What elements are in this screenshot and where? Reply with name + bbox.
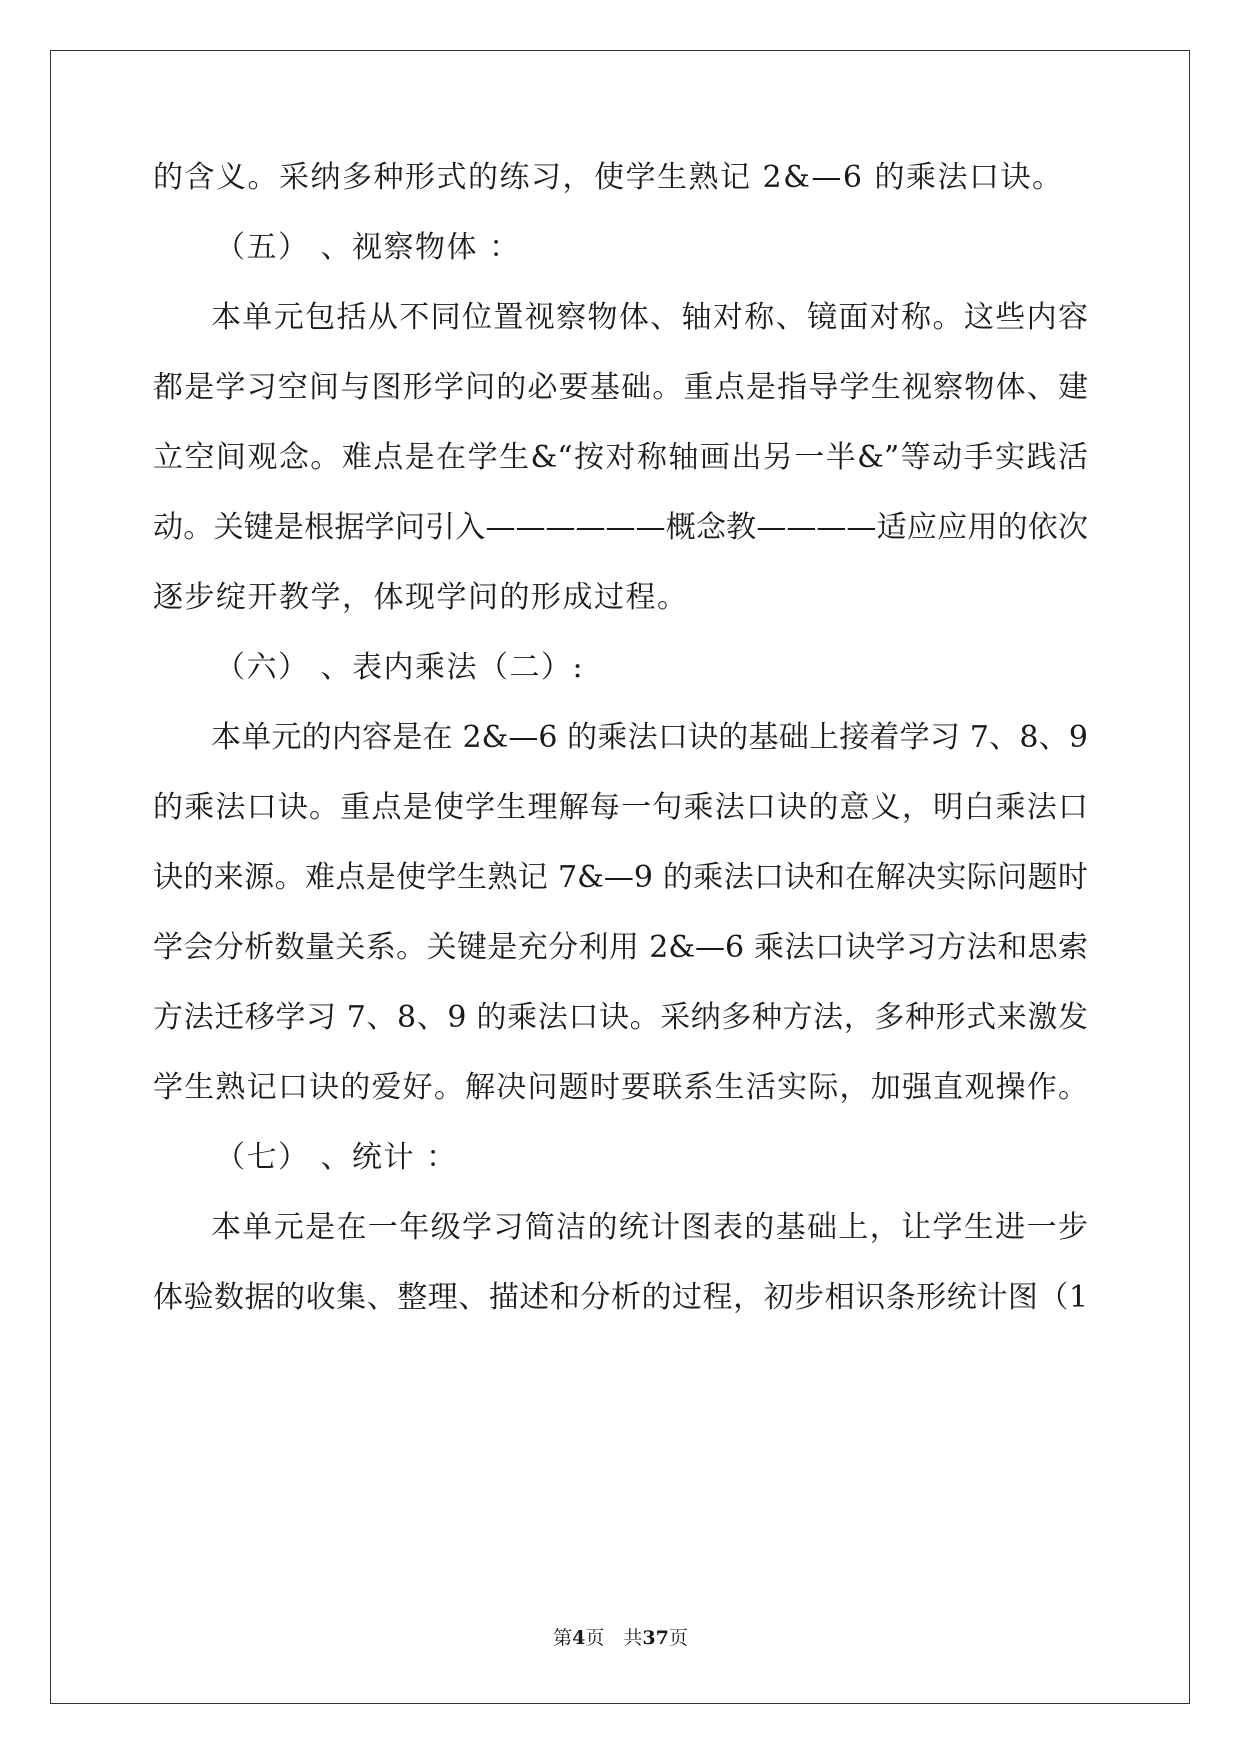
total-page-count: 37 (642, 1627, 669, 1649)
text-line: 方法迁移学习 7、8、9 的乘法口诀。采纳多种方法，多种形式来激发 (153, 1000, 1088, 1035)
text-line: 学会分析数量关系。关键是充分利用 2&—6 乘法口诀学习方法和思索 (153, 930, 1088, 965)
text-line: 的含义。采纳多种形式的练习，使学生熟记 2&—6 的乘法口诀。 (153, 160, 1064, 195)
section-heading-7: （七） 、统计 ： (215, 1140, 458, 1175)
current-page-number: 4 (572, 1627, 586, 1649)
footer-prefix: 第 (553, 1627, 573, 1649)
text-line: 动。关键是根据学问引入——————概念教————适应应用的依次 (153, 510, 1088, 545)
footer-middle: 页 共 (585, 1627, 643, 1649)
text-line: 立空间观念。难点是在学生&“按对称轴画出另一半&”等动手实践活 (153, 440, 1088, 475)
section-heading-5: （五） 、视察物体 ： (215, 230, 521, 265)
page-footer (0, 1623, 1241, 1650)
text-line: 逐步绽开教学，体现学问的形成过程。 (153, 580, 689, 615)
text-line: 本单元是在一年级学习简洁的统计图表的基础上，让学生进一步 (211, 1210, 1088, 1245)
text-line: 学生熟记口诀的爱好。解决问题时要联系生活实际，加强直观操作。 (153, 1070, 1088, 1105)
text-line: 的乘法口诀。重点是使学生理解每一句乘法口诀的意义，明白乘法口 (153, 790, 1088, 825)
text-line: 都是学习空间与图形学问的必要基础。重点是指导学生视察物体、建 (153, 370, 1088, 405)
text-line: 体验数据的收集、整理、描述和分析的过程，初步相识条形统计图（1 (153, 1280, 1088, 1315)
text-line: 本单元的内容是在 2&—6 的乘法口诀的基础上接着学习 7、8、9 (211, 720, 1088, 755)
section-heading-6: （六） 、表内乘法（二）: (215, 650, 585, 685)
footer-suffix: 页 (668, 1627, 688, 1649)
text-line: 诀的来源。难点是使学生熟记 7&—9 的乘法口诀和在解决实际问题时 (153, 860, 1088, 895)
text-line: 本单元包括从不同位置视察物体、轴对称、镜面对称。这些内容 (211, 300, 1088, 335)
